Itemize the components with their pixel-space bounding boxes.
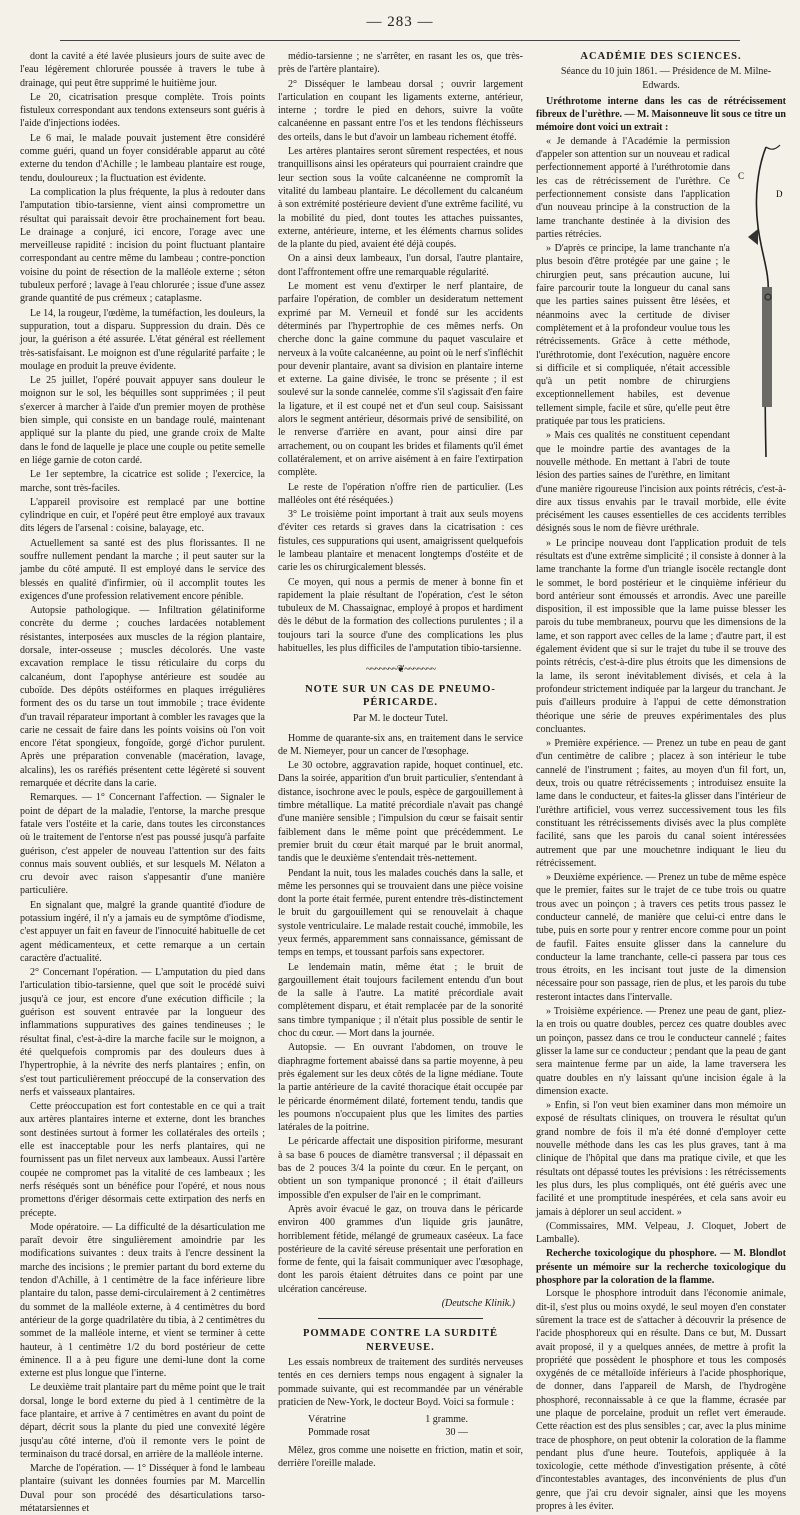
prescription-row bbox=[308, 1426, 468, 1439]
paragraph: Pendant la nuit, tous les malades couchés dans la salle, et même les personnes qui se trouvaient dans une pièce voisine dont la porte était fermée, purent entendre très-distinctement le bruit du gargouillement qui se renouvelait à chaque systole ventriculaire. Le malade restait couché, immobile, les yeux fermés, apparemment sans connaissance, gémissant de temps en temps, et toussant parfois sans expectorer. bbox=[278, 867, 523, 959]
paragraph: » Mais ces qualités ne constituent cependant que le moindre partie des avantages de la nouvelle méthode. En mettant à l'abri de toute lésion des parties saines de l'urèthre, en limitant d'une manière rigoureuse l'incision aux points rétrécis, c'est-à-dire aux tissus envahis par le travail morbide, elle évite précisément les causes essentielles de ces accidents terribles désignés sous le nom de fièvre uréthrale. bbox=[536, 430, 786, 535]
paragraph: 3° Le troisième point important à trait aux seuls moyens d'éviter ces retards si graves dans la cicatrisation : ces fistules, ces suppurations qui usent, amaigrissent quelquefois le lambeau plantaire et menacent longtemps d'ostéite et de carie les os chirurgicalement blessés. bbox=[278, 509, 523, 574]
paragraph: Le 6 mai, le malade pouvait justement être considéré comme guéri, quand un foyer considérable apparut au côté externe du tendon d'Achille ; le lambeau plantaire est rouge, tendu, douloureux ; la fluctuation est évidente. bbox=[20, 132, 265, 184]
paragraph: » Première expérience. — Prenez un tube en peau de gant d'un centimètre de calibre ; placez à son intérieur le tube cannelé de l'instrument ; faites, au moyen d'un fil fort, un, deux, trois ou quatre rétrécissements ; introduisez ensuite la lame dans le conducteur, et faites-la glisser dans l'intérieur de l'urèthre artificiel, vous verrez successivement tous les fils constituant les rétrécissements divisés avec la plus complète facilité, sans que les parois du canal soient intéressées autrement que par une mouchetnre indiquant le lieu du rétrécissement. bbox=[536, 738, 786, 869]
paragraph: Après avoir évacué le gaz, on trouva dans le péricarde environ 400 grammes d'un liquide gris jaunâtre, horriblement fétide, mélangé de grumeaux caséeux. La face postérieure de la cavité séreuse présentait une perforation en forme de fente, qui la faisait communiquer avec l'œsophage, dont les parois étaient détruites dans ce point par une ulcération cancéreuse. bbox=[278, 1203, 523, 1295]
academie-session: Séance du 10 juin 1861. — Présidence de M. Milne-Edwards. bbox=[560, 66, 772, 91]
paragraph: 2° Concernant l'opération. — L'amputation du pied dans l'articulation tibio-tarsienne, quel que soit le procédé suivi jusqu'à ce jour, est encore d'une exécution difficile ; la guérison est souvent entravée par la longueur des inflammations suppuratives des gaines tendineuses ; le résultat final, c'est-à-dire la marche facile sur le moignon, a été quelquefois compromis par des douleurs dues à l'hypertrophie, à la névrite des nerfs plantaires ; enfin, on s'est tout particulièrement préoccupé de la conservation des nerfs et vaisseaux plantaires. bbox=[20, 967, 265, 1098]
paragraph: Mode opératoire. — La difficulté de la désarticulation me paraît devoir être singulièrement amoindrie par les modifications suivantes : deux traits à l'encre dessinent la marche des incisions ; le premier partant du bord externe du tendon d'Achille, à 1 centimètre de la face inférieure libre plantaire du talon, passe demi-circulairement à 2 centimètres du sommet de la malléole externe, à 4 centimètres du bord antérieur de la gorge quadrilatère du tibia, à 2 centimètres du sommet de la malléole interne, et vient se terminer à cette hauteur, à 1 centimètre 1/2 du bord postérieur de cette éminence. Il a à peu figure une demi-lune dont la corne externe est plus longue que l'interne. bbox=[20, 1221, 265, 1380]
prescription-row bbox=[308, 1413, 468, 1426]
paragraph: Le moment est venu d'extirper le nerf plantaire, de parfaire l'opération, de combler un desideratum nettement exprimé par M. Verneuil et fondé sur les accidents déterminés par l'hypertrophie de ces mêmes nerfs. On cherche donc la gaine commune du paquet vasculaire et nerveux à la voûte calcanéenne, au point où le nerf s'infléchit pour devenir plantaire, avant sa division en plantaire interne et externe. La gaine divisée, le tronc se présente ; il est soulevé sur la sonde cannelée, comme s'il s'agissait d'en faire la ligature, et il est coupé net et d'un seul coup. Saisissant alors le segment antérieur, désormais privé de sensibilité, on le renverse d'arrière en avant, pour ainsi dire par arrachement, ou on coupant les brides et filaments qu'il émet collatéralement, et on arrive aisément à en faire l'extirpation complète. bbox=[278, 281, 523, 479]
urethrotome-illustration bbox=[736, 137, 786, 467]
pneumo-source: (Deutsche Klinik.) bbox=[441, 1298, 515, 1310]
amputation-continuation bbox=[278, 50, 523, 655]
paragraph: « Je demande à l'Académie la permission d'appeler son attention sur un nouveau et radical perfectionnement apporté à l'uréthrotomie dans les cas de rétrécissement de l'urèthre. Ce perfectionnement consiste dans l'application d'un nouveau principe à la construction de la lame tranchante destinée à la division des parties rétrécies. bbox=[536, 135, 730, 240]
ingredient-dose: 30 — bbox=[445, 1427, 468, 1439]
section-ornament: ~~~~~~~❦~~~~~~~ bbox=[365, 664, 436, 676]
paragraph: Le péricarde affectait une disposition piriforme, mesurant à sa base 6 pouces de diamètre transversal ; il dépassait en bas de 2 pouces 3/4 la pointe du cœur. En le perçant, on obtient un son tympanique prononcé ; il était d'ailleurs impossible d'en expulser de l'air en le comprimant. bbox=[278, 1136, 523, 1201]
paragraph: Les essais nombreux de traitement des surdités nerveuses tentés en ces derniers temps nous engagent à signaler la pommade suivante, qui est recommandée par un vénérable praticien de New-York, le docteur Boyd. Voici sa formule : bbox=[278, 1356, 523, 1408]
paragraph: La complication la plus fréquente, la plus à redouter dans l'amputation tibio-tarsienne, vient ainsi compromettre un résultat qui paraissait devoir être prochainement fort beau. Le drainage a conjuré, ici encore, l'orage avec une merveilleuse rapidité : incision du point fluctuant plantaire correspondant au centre même du lambeau ; contre-ponction voisine du point de résection de la malléole externe ; séton tubuleux perforé ; lavage à l'eau chlorurée ; issue d'une assez grande quantité de pus crémeux ; cataplasme. bbox=[20, 186, 265, 305]
paragraph: 2° Disséquer le lambeau dorsal ; ouvrir largement l'articulation en coupant les ligaments externe, antérieur, interne ; tordre le pied en dehors, suivre la voûte calcanéenne en passant entre l'os et les tendons fléchisseurs des orteils, dans le but d'avoir un lambeau richement étoffé. bbox=[278, 78, 523, 143]
paragraph: » Troisième expérience. — Prenez une peau de gant, pliez-la en trois ou quatre doubles, percez ces quatre doubles avec un poinçon, passez dans ce trou le conducteur cannelé ; faites glisser la lame sur ce conducteur ; pendant que la peau de gant sera maintenue ferme par un aide, la lame traversera les quatre doubles en n'y laissant qu'une incision égale à la dimension exacte. bbox=[536, 1006, 786, 1097]
paragraph: Le lendemain matin, même état ; le bruit de gargouillement était toujours facilement entendu d'un bout de la salle à l'autre. La matité précordiale avait complètement disparu, et était remplacée par de la sonorité sans timbre tympanique ; il n'était plus possible de sentir le choc du cœur. — Mort dans la journée. bbox=[278, 961, 523, 1040]
pneumo-body bbox=[278, 732, 523, 1296]
ingredient-dose: 1 gramme. bbox=[425, 1414, 468, 1426]
page-number: — 283 — bbox=[366, 14, 434, 30]
paragraph: Homme de quarante-six ans, en traitement dans le service de M. Niemeyer, pour un cancer de l'œsophage. bbox=[278, 732, 523, 757]
figure-label-d: D bbox=[776, 188, 783, 199]
paragraph: En signalant que, malgré la grande quantité d'iodure de potassium ingéré, il n'y a jamais eu de symptôme d'iodisme, c'est appuyer un fait en faveur de l'innocuité habituelle de cet agent médicamenteux, et cette remarque a un certain caractère d'actualité. bbox=[20, 899, 265, 964]
ingredient-name: Pommade rosat bbox=[308, 1427, 370, 1439]
paragraph: » Le principe nouveau dont l'application produit de tels résultats est d'une extrême simplicité ; il consiste à donner à la lame tranchante la forme d'un triangle isocèle rectangle dont le sommet, le bord postérieur et le cinquième inférieur du bord antérieur sont émoussés et arrondis. Avec une pareille disposition, il est impossible que la lame puisse blesser les parois du tube membraneux, pourvu que les dimensions de la lame, et son rapport avec celles de la lame ; d'autre part, il est également évident que si sur le trajet du tube il se trouve des points rétrécis, c'est-à-dire plus étroits que les dimensions de la lame, ils seront inévitablement divisés, et cela à la profondeur strictement indiquée par la largeur du tranchant. Je puis d'ailleurs produire à l'appui de cette démonstration théorique une série de preuves expérimentales des plus concluantes. bbox=[536, 537, 786, 735]
paragraph: Le 25 juillet, l'opéré pouvait appuyer sans douleur le moignon sur le sol, les béquilles sont supprimées ; il peut s'exercer à marcher à l'aide d'un premier moyen de prothèse bien simple, qui consiste en un bandage roulé, maintenant appliqué sur la plante du pied, une grande croix de Malte dans le fond de laquelle je place une couple ou petite semelle en liége garnie de coton cardé. bbox=[20, 375, 265, 466]
instrument-handle bbox=[762, 287, 772, 407]
academie-title: ACADÉMIE DES SCIENCES. bbox=[580, 51, 742, 62]
paragraph: Cette préoccupation est fort contestable en ce qui a trait aux artères plantaires interne et externe, dont les branches sont destinées surtout à former les collatérales des orteils ; elle est inacceptable pour les nerfs plantaires, qui ne fournissent pas un filet nerveux aux lambeaux. Aussi l'artère coupée ne compromet pas la vitalité de ces lambeaux ; les nerfs réséqués sont un bénéfice pour l'opéré, et nous nous promettons d'ériger désormais cette extirpation des nerfs en précepte. bbox=[20, 1101, 265, 1219]
paragraph: » D'après ce principe, la lame tranchante n'a plus besoin d'être protégée par une gaine ; le chirurgien peut, sans précaution aucune, lui faire parcourir toute la longueur du canal sans que les parties saines puissent être lésées, et néanmoins avec la certitude de diviser complètement et à la profondeur voulue tous les rétrécissements. Grâce à cette méthode, l'uréthrotomie, dont l'exécution, naguère encore si difficile et si compliquée, n'était accessible qu'à un petit nombre de chirurgiens exceptionnellement habiles, est devenue tellement simple, facile et sûre, qu'elle peut être pratiquée par tous les praticiens. bbox=[536, 243, 730, 428]
phosphore-body: Lorsque le phosphore introduit dans l'économie animale, dit-il, s'est plus ou moins oxydé, le seul moyen d'en constater sûrement la trace est de s'attacher à découvrir la présence de l'acide phosphoreux qui en résulte. Dans ce but, M. Dussart avait proposé, il y a quelques années, de mettre à profit la propriété que possèdent le phosphore et tous les composés oxygénés de ce métalloïde inférieurs à l'acide phosphorique, de donner, dans l'appareil de Marsh, de l'hydrogène phosphoré, reconnaissable à ce que la flamme, écrasée par une plaque de porcelaine, produit un reflet vert émeraude. Cette réaction est des plus sensibles ; car, avec la plus minime trace de phosphore, on peut obtenir la coloration de la flamme pendant plus d'une heure. Toutefois, appliquée à la toxicologie, cette méthode d'investigation présente, à côté d'incontestables avantages, des inconvénients de plus d'un genre, que j'ai cru devoir signaler, ainsi que les moyens propres à les éviter. bbox=[536, 1288, 786, 1513]
paragraph: Le 20, cicatrisation presque complète. Trois points fistuleux correspondant aux tendons extenseurs sont guéris à l'aide d'injections iodées. bbox=[20, 91, 265, 130]
blade-icon bbox=[748, 229, 758, 245]
paragraph: » Enfin, si l'on veut bien examiner dans mon mémoire un exposé de résultats cliniques, on trouvera le résultat qu'un grand nombre de fois il m'a été donné d'employer cette nouvelle méthode dans les cas les plus graves, tant à ma clinique de l'hôpital que dans ma pratique civile, et que les résultats ont dépassé toutes les prévisions : les rétrécissements les plus durs, les plus compliqués, ont été guéris avec une facilité et une promptitude inespérées, et cela sans avoir eu jamais à déplorer un seul accident. » bbox=[536, 1100, 786, 1218]
paragraph: Le 14, la rougeur, l'œdème, la tuméfaction, les douleurs, la suppuration, tout a disparu. Suppression du drain. Dès ce jour, la guérison a été assurée. L'état général est réellement très-satisfaisant. Le moignon est d'une régularité parfaite ; le moulage en produit la preuve évidente. bbox=[20, 307, 265, 372]
header-rule bbox=[60, 40, 740, 41]
paragraph: On a ainsi deux lambeaux, l'un dorsal, l'autre plantaire, dont l'affrontement offre une remarquable régularité. bbox=[278, 253, 523, 278]
column-3 bbox=[536, 50, 786, 1513]
paragraph: Le reste de l'opération n'offre rien de particulier. (Les malléoles ont été réséquées.) bbox=[278, 481, 523, 506]
paragraph: Autopsie pathologique. — Infiltration gélatiniforme concrète du derme ; couches lardacées notablement résistantes, interposées aux muscles de la région plantaire, dorsale, inter-osseuse ; muscles décolorés. Une vaste excavation remplace le tissu réticulaire du corps du calcanéum, dont l'apophyse antérieure est soudée au cuboïde. Des dépôts ostéiformes en plaques irrégulières forment des os du tarse un tout immobile ; trace évidente d'un travail réparateur important à combler les ravages que la carie ne cessait de faire dans les points voisins où l'on voit encore l'état spongieux, fongoïde, gorgé d'ichor purulent. Après une préparation convenable (macération, lavage, alcalins), les os raréfiés présentent cette légèreté si souvent remarquée et décrite dans la carie. bbox=[20, 605, 265, 790]
column-2 bbox=[278, 50, 523, 1469]
pneumo-title: NOTE SUR UN CAS DE PNEUMO-PÉRICARDE. bbox=[305, 683, 496, 708]
paragraph: médio-tarsienne ; ne s'arrêter, en rasant les os, que très-près de l'artère plantaire). bbox=[278, 51, 523, 76]
phosphore-head: Recherche toxicologique du phosphore. — M. Blondlot présente un mémoire sur la recherche toxicologique du phosphore par la coloration de la flamme. bbox=[536, 1248, 786, 1287]
paragraph: Marche de l'opération. — 1° Disséquer à fond le lambeau plantaire (suivant les données fournies par M. Marcellin Duval pour son procédé des désarticulations tarso-métatarsiennes et bbox=[20, 1463, 265, 1515]
paragraph: Les artères plantaires seront sûrement respectées, et nous tranquillisons ainsi les opérateurs qui pourraient craindre que leur section sous la voûte calcanéenne ne compromît la vitalité du lambeau plantaire. Le décollement du calcanéum à son extrémité postérieure devient d'une extrême facilité, vu la mobilité du pied, dont toutes les attaches puissantes, externe, antérieure, interne, et les éléments charnus solides de la plante du pied, avaient été déjà coupés. bbox=[278, 146, 523, 251]
section-rule bbox=[318, 1318, 483, 1319]
paragraph: Ce moyen, qui nous a permis de mener à bonne fin et rapidement la plaie résultant de l'opération, c'est le séton tubuleux de M. Chassaignac, employé à propos et hardiment dès le début de la formation des collections purulentes ; il a toujours tari la source d'une des complications les plus habituelles, les plus difficiles de l'amputation tibio-tarsienne. bbox=[278, 576, 523, 655]
prescription bbox=[308, 1413, 523, 1440]
surdite-body bbox=[278, 1356, 523, 1409]
paragraph: dont la cavité a été lavée plusieurs jours de suite avec de l'eau légèrement chlorurée poussée à travers le tube à drainage, qui peut être supprimé le huitième jour. bbox=[20, 51, 265, 89]
paragraph: (Commissaires, MM. Velpeau, J. Cloquet, Jobert de Lamballe). bbox=[536, 1220, 786, 1246]
surdite-title: POMMADE CONTRE LA SURDITÉ NERVEUSE. bbox=[302, 1328, 499, 1353]
paragraph: Le 30 octobre, aggravation rapide, hoquet continuel, etc. Dans la soirée, apparition d'un bruit particulier, s'entendant à distance, isochrone avec le pouls, espèce de gargouillement à timbre métallique. La matité précordiale n'avait pas changé d'une manière sensible ; l'impulsion du cœur se faisait sentir faiblement dans le même point que précédemment. Le premier bruit du cœur était marqué par le bruit anormal, tandis que le deuxième s'entendait très-nettement. bbox=[278, 760, 523, 865]
pneumo-byline: Par M. le docteur Tutel. bbox=[353, 713, 448, 725]
figure-label-c: C bbox=[738, 170, 745, 181]
ingredient-name: Vératrine bbox=[308, 1414, 346, 1426]
paragraph: Actuellement sa santé est des plus florissantes. Il ne souffre nullement pendant la marche ; il peut sauter sur la jambe du côté amputé. Il est employé dans le service des blessés en qualité d'infirmier, où il accomplit toutes les exigences d'une profession relativement encore pénible. bbox=[20, 537, 265, 602]
academie-subhead: Uréthrotome interne dans les cas de rétrécissement fibreux de l'urèthre. — M. Maisonneuve lit sous ce titre un mémoire dont voici un extrait : bbox=[536, 95, 786, 134]
paragraph: » Deuxième expérience. — Prenez un tube de même espèce que le premier, faites sur le trajet de ce tube trois ou quatre trous avec un poinçon ; à travers ces petits trous passez le conducteur cannelé, de manière que celui-ci entre dans le tube, puis en sorte pour y rentrer encore comme pour un point de faufil. Faites ensuite glisser dans la cannelure du conducteur la lame tranchante, celle-ci passera par tous ces trous étroits, en les incisant tout juste de la dimension nécessaire pour son passage, rien de plus, et les parois du tube resteront intactes dans l'intervalle. bbox=[536, 872, 786, 1003]
paragraph: Le 1er septembre, la cicatrice est solide ; l'exercice, la marche, sont très-faciles. bbox=[20, 469, 265, 494]
paragraph: L'appareil provisoire est remplacé par une bottine cylindrique en cuir, et l'opéré peut être employé aux travaux dits légers de l'arsenal : coisine, balayage, etc. bbox=[20, 496, 265, 535]
paragraph: Autopsie. — En ouvrant l'abdomen, on trouve le diaphragme fortement abaissé dans sa partie moyenne, à peu près également sur les deux côtés de la ligne médiane. Toute la partie antérieure de la cavité thoracique était occupée par le péricarde énormément dilaté, fortement tendu, tandis que les poumons n'occupaient plus que les limites des parties latérales de la poitrine. bbox=[278, 1042, 523, 1134]
paragraph: Le deuxième trait plantaire part du même point que le trait dorsal, longe le bord externe du pied à 1 centimètre de la face plantaire, et arrive à 7 centimètres en avant du point de départ, décrit sous la plante du pied une convexité légère jusqu'au côté interne, d'où il remonte vers le point de terminaison du tracé dorsal, en arrière de la malléole interne. bbox=[20, 1382, 265, 1460]
page-header bbox=[0, 14, 800, 31]
surdite-closing: Mêlez, gros comme une noisette en friction, matin et soir, derrière l'oreille malade. bbox=[278, 1444, 523, 1469]
column-1 bbox=[20, 50, 265, 1515]
paragraph: Remarques. — 1° Concernant l'affection. — Signaler le point de départ de la maladie, l'entorse, la marche presque fatale vers l'ostéite et la carie, dans toutes les circonstances où le traitement de l'entorse n'est pas poussé jusqu'à parfaite guérison, c'est appeler de nouveau l'attention sur des faits connus mais souvent oubliés, et sur lesquels M. Nélaton a cru devoir avec raison s'appesantir d'une manière particulière. bbox=[20, 792, 265, 897]
